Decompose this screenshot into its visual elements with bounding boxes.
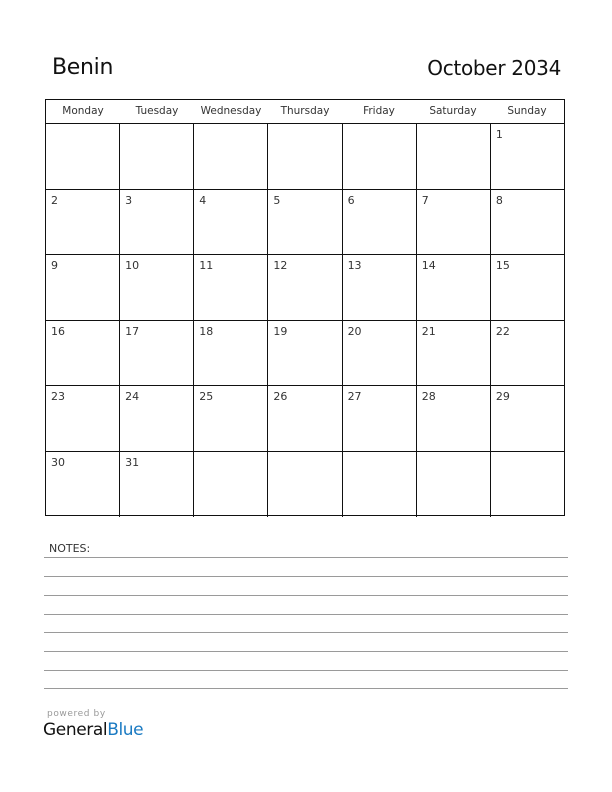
day-cell — [417, 386, 491, 451]
weekday-thursday: Thursday — [280, 105, 330, 117]
generalblue-logo — [43, 720, 143, 740]
weekday-monday: Monday — [62, 105, 104, 117]
day-number: 17 — [125, 324, 140, 338]
day-cell — [491, 255, 564, 320]
day-cell — [268, 386, 342, 451]
day-cell — [491, 386, 564, 451]
day-number: 11 — [199, 259, 214, 272]
note-line — [44, 595, 568, 596]
note-line — [44, 632, 568, 633]
week-row — [46, 190, 564, 256]
day-cell — [268, 452, 342, 518]
weekday-header-row — [46, 100, 564, 124]
day-number: 13 — [347, 259, 362, 272]
day-number: 4 — [199, 193, 207, 207]
day-cell — [46, 386, 120, 451]
day-cell — [120, 452, 194, 518]
notes-label: NOTES: — [49, 542, 91, 555]
day-cell — [491, 190, 564, 255]
day-cell — [268, 321, 342, 386]
note-line — [44, 651, 568, 652]
day-cell — [343, 321, 417, 386]
week-row — [46, 386, 564, 452]
note-line — [44, 576, 568, 577]
day-number: 23 — [51, 390, 65, 403]
day-cell — [194, 321, 268, 386]
day-number: 10 — [125, 259, 140, 272]
day-number: 8 — [495, 193, 503, 207]
day-number: 2 — [51, 193, 58, 207]
day-number: 21 — [421, 324, 436, 338]
day-number: 22 — [495, 324, 510, 338]
powered-by-text: powered by — [47, 709, 106, 719]
day-cell — [343, 386, 417, 451]
weekday-friday: Friday — [363, 105, 395, 117]
day-cell — [46, 452, 120, 518]
calendar-grid — [45, 99, 565, 516]
day-cell — [343, 255, 417, 320]
week-row — [46, 452, 564, 518]
weekday-tuesday: Tuesday — [135, 105, 179, 117]
day-number: 31 — [125, 455, 140, 469]
day-number: 19 — [273, 324, 288, 338]
weekday-saturday: Saturday — [429, 105, 477, 117]
day-cell — [417, 452, 491, 518]
day-cell — [194, 124, 268, 189]
day-number: 1 — [495, 128, 503, 141]
day-number: 26 — [273, 390, 288, 403]
day-number: 12 — [273, 259, 288, 272]
day-cell — [417, 190, 491, 255]
day-number: 6 — [347, 193, 355, 207]
day-cell — [120, 124, 194, 189]
day-cell — [194, 452, 268, 518]
note-line — [44, 688, 568, 689]
country-title: Benin — [52, 55, 114, 80]
day-cell — [120, 321, 194, 386]
day-cell — [491, 452, 564, 518]
day-cell — [194, 255, 268, 320]
day-cell — [46, 255, 120, 320]
day-cell — [46, 124, 120, 189]
day-number: 5 — [273, 193, 281, 207]
note-line — [44, 614, 568, 615]
day-cell — [120, 255, 194, 320]
day-number: 27 — [347, 390, 362, 403]
week-row — [46, 321, 564, 387]
brand-general: General — [43, 720, 108, 740]
day-number: 25 — [199, 390, 214, 403]
day-cell — [343, 190, 417, 255]
day-number: 20 — [347, 324, 362, 338]
day-cell — [417, 124, 491, 189]
month-year-title: October 2034 — [427, 56, 561, 80]
day-number: 28 — [421, 390, 436, 403]
day-cell — [120, 386, 194, 451]
day-cell — [194, 190, 268, 255]
day-cell — [120, 190, 194, 255]
note-line — [44, 557, 568, 558]
day-cell — [417, 255, 491, 320]
day-cell — [343, 124, 417, 189]
day-number: 18 — [199, 324, 214, 338]
day-number: 14 — [421, 259, 436, 272]
day-cell — [46, 321, 120, 386]
day-cell — [268, 124, 342, 189]
week-row — [46, 124, 564, 190]
day-number: 24 — [125, 390, 140, 403]
day-cell — [417, 321, 491, 386]
day-cell — [268, 190, 342, 255]
day-number: 16 — [51, 324, 65, 338]
note-line — [44, 670, 568, 671]
day-cell — [343, 452, 417, 518]
day-number: 9 — [51, 259, 58, 272]
week-row — [46, 255, 564, 321]
day-cell — [46, 190, 120, 255]
day-cell — [194, 386, 268, 451]
day-cell — [268, 255, 342, 320]
weekday-wednesday: Wednesday — [200, 105, 262, 117]
brand-blue: Blue — [107, 720, 144, 740]
day-number: 7 — [421, 193, 429, 207]
day-number: 29 — [495, 390, 510, 403]
day-cell — [491, 124, 564, 189]
day-number: 15 — [495, 259, 510, 272]
day-cell — [491, 321, 564, 386]
day-number: 3 — [125, 193, 133, 207]
day-number: 30 — [51, 455, 65, 469]
weekday-sunday: Sunday — [507, 105, 547, 117]
